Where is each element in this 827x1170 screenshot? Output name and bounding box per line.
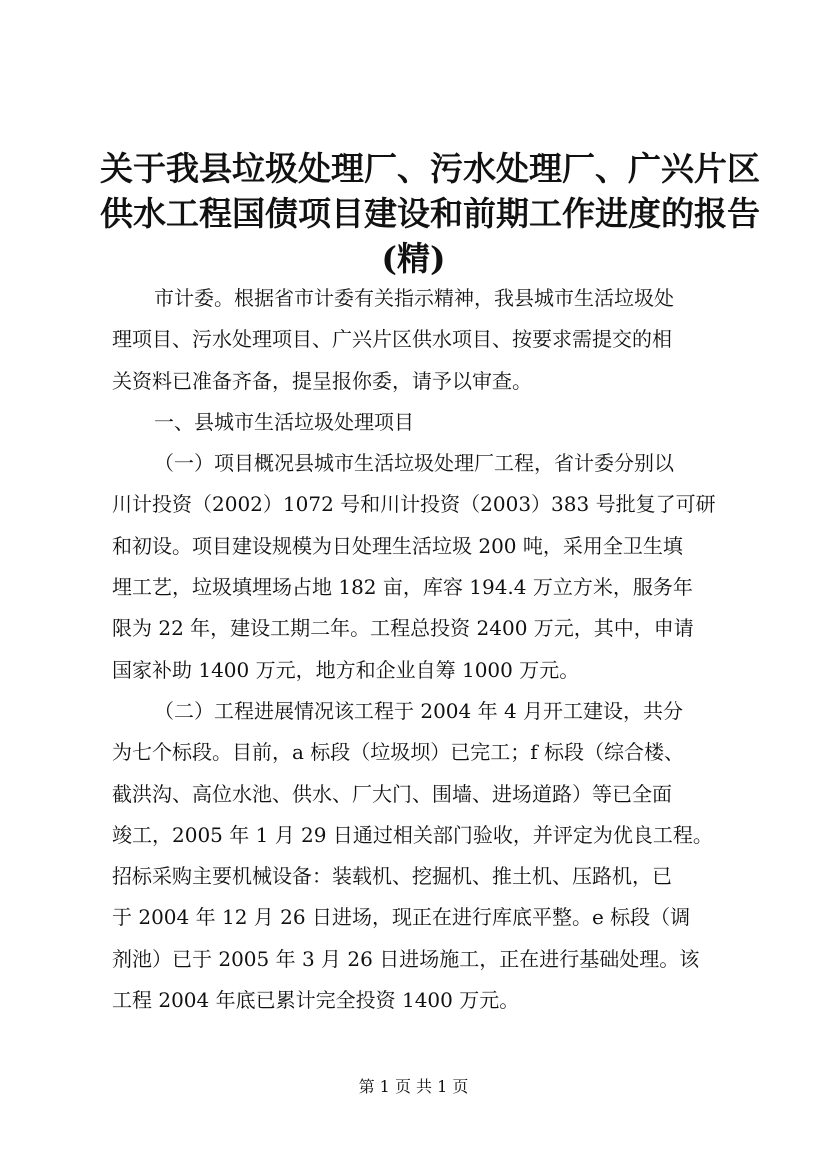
- paragraph: [112, 691, 737, 1021]
- paragraph-line: 截洪沟、高位水池、供水、厂大门、围墙、进场道路）等已全面: [112, 781, 672, 806]
- paragraph-line: 理项目、污水处理项目、广兴片区供水项目、按要求需提交的相: [112, 327, 672, 352]
- paragraph-line: 招标采购主要机械设备：装载机、挖掘机、推土机、压路机，已: [112, 864, 672, 889]
- paragraph-line: 竣工，2005 年 1 月 29 日通过相关部门验收，并评定为优良工程。: [112, 822, 713, 847]
- document-title: [100, 146, 760, 281]
- paragraph-line: 川计投资（2002）1072 号和川计投资（2003）383 号批复了可研: [112, 492, 716, 517]
- paragraph-line: 和初设。项目建设规模为日处理生活垃圾 200 吨，采用全卫生填: [112, 533, 683, 558]
- paragraph-line: （二）工程进展情况该工程于 2004 年 4 月开工建设，共分: [154, 698, 684, 723]
- paragraph-line: 为七个标段。目前，a 标段（垃圾坝）已完工；f 标段（综合楼、: [112, 740, 685, 765]
- paragraph-line: 于 2004 年 12 月 26 日进场，现正在进行库底平整。e 标段（调: [112, 905, 691, 930]
- paragraph-line: 工程 2004 年底已累计完全投资 1400 万元。: [112, 988, 520, 1013]
- paragraph-line: 国家补助 1400 万元，地方和企业自筹 1000 万元。: [112, 657, 580, 682]
- title-line: 关于我县垃圾处理厂、污水处理厂、广兴片区: [100, 149, 760, 188]
- title-line: (精): [381, 239, 446, 278]
- document-body: [112, 278, 737, 1021]
- title-line: 供水工程国债项目建设和前期工作进度的报告: [100, 194, 760, 233]
- paragraph-line: 限为 22 年，建设工期二年。工程总投资 2400 万元，其中，申请: [112, 616, 694, 641]
- page-footer: 第 1 页 共 1 页: [358, 1077, 469, 1096]
- paragraph-line: 市计委。根据省市计委有关指示精神，我县城市生活垃圾处: [154, 286, 674, 310]
- paragraph: [112, 278, 737, 402]
- paragraph-line: 关资料已准备齐备，提呈报你委，请予以审查。: [112, 368, 532, 393]
- paragraph-line: 一、县城市生活垃圾处理项目: [154, 409, 414, 434]
- section-heading: [112, 402, 737, 443]
- paragraph-line: 埋工艺，垃圾填埋场占地 182 亩，库容 194.4 万立方米，服务年: [112, 575, 693, 600]
- paragraph-line: （一）项目概况县城市生活垃圾处理厂工程，省计委分别以: [154, 451, 674, 476]
- paragraph: [112, 443, 737, 691]
- paragraph-line: 剂池）已于 2005 年 3 月 26 日进场施工，正在进行基础处理。该: [112, 946, 700, 971]
